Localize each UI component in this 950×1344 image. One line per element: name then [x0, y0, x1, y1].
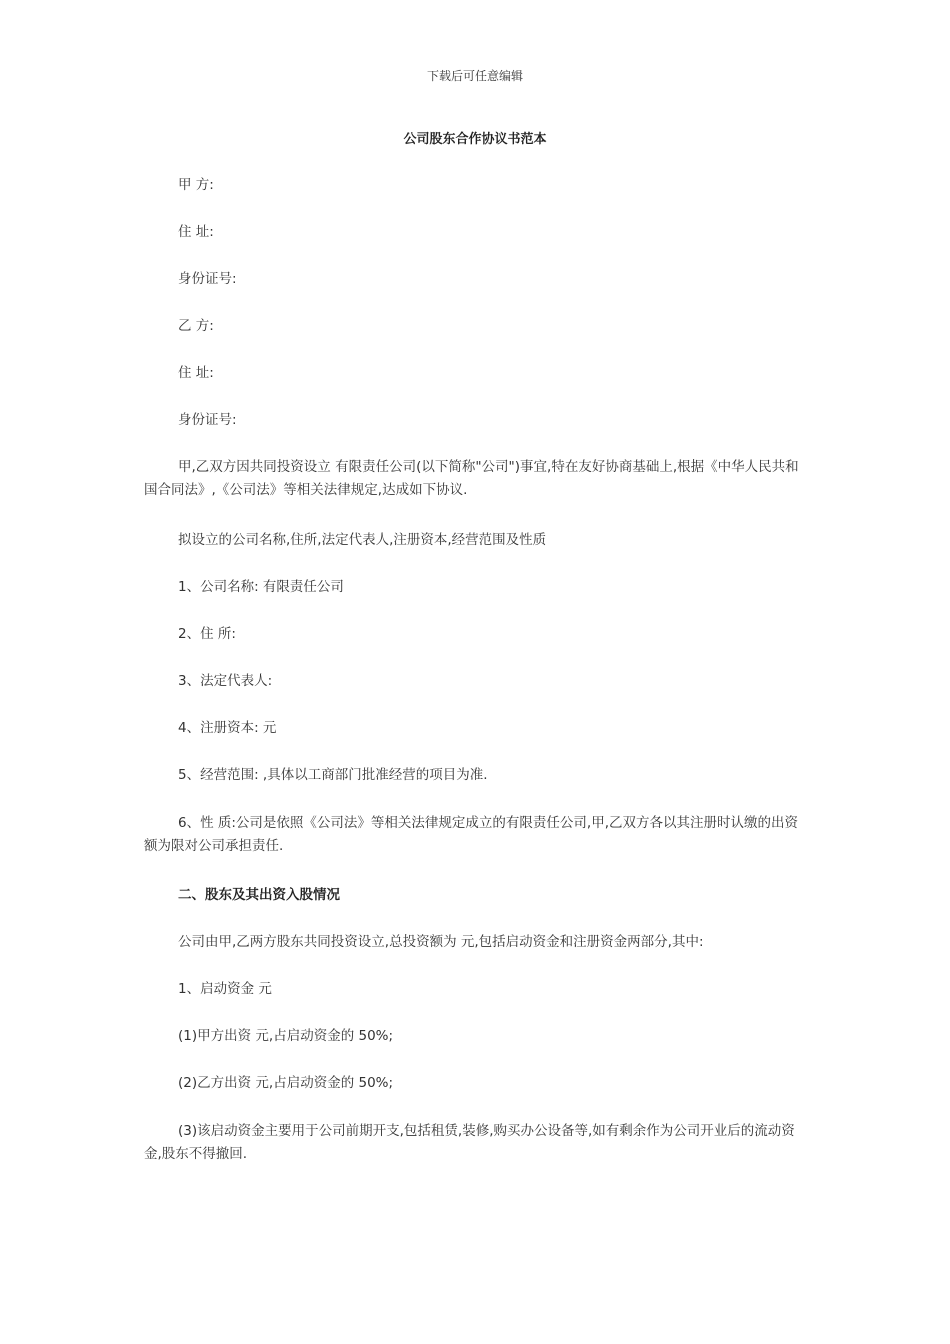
party-a-id-label: 身份证号:	[178, 271, 237, 287]
section1-item-nature: 6、性 质:公司是依照《公司法》等相关法律规定成立的有限责任公司,甲,乙双方各以其注册时认缴的出资额为限对公司承担责任.	[144, 815, 799, 854]
section1-item-company-name: 1、公司名称: 有限责任公司	[178, 579, 344, 595]
section1-item-address: 2、住 所:	[178, 626, 236, 642]
section1-item-registered-capital: 4、注册资本: 元	[178, 720, 277, 736]
party-b-id-label: 身份证号:	[178, 412, 237, 428]
section1-item-legal-rep: 3、法定代表人:	[178, 673, 273, 689]
section2-item-startup-funds: 1、启动资金 元	[178, 981, 272, 997]
section2-item-fund-usage: (3)该启动资金主要用于公司前期开支,包括租赁,装修,购买办公设备等,如有剩余作为公司开业后的流动资金,股东不得撤回.	[144, 1123, 795, 1162]
section1-item-business-scope: 5、经营范围: ,具体以工商部门批准经营的项目为准.	[178, 767, 488, 783]
section1-heading: 拟设立的公司名称,住所,法定代表人,注册资本,经营范围及性质	[178, 532, 547, 548]
section2-item-party-b-contribution: (2)乙方出资 元,占启动资金的 50%;	[178, 1075, 394, 1091]
section2-item-party-a-contribution: (1)甲方出资 元,占启动资金的 50%;	[178, 1028, 394, 1044]
party-b-address-label: 住 址:	[178, 365, 214, 381]
party-a-name-label: 甲 方:	[178, 177, 214, 193]
header-note: 下载后可任意编辑	[426, 69, 523, 83]
party-b-name-label: 乙 方:	[178, 318, 214, 334]
party-a-address-label: 住 址:	[178, 224, 214, 240]
section2-intro: 公司由甲,乙两方股东共同投资设立,总投资额为 元,包括启动资金和注册资金两部分,其中:	[178, 934, 704, 950]
section2-heading: 二、股东及其出资入股情况	[178, 887, 340, 903]
document-title: 公司股东合作协议书范本	[403, 132, 547, 147]
preamble-paragraph: 甲,乙双方因共同投资设立 有限责任公司(以下简称"公司")事宜,特在友好协商基础上,根据《中华人民共和国合同法》,《公司法》等相关法律规定,达成如下协议.	[144, 459, 799, 498]
